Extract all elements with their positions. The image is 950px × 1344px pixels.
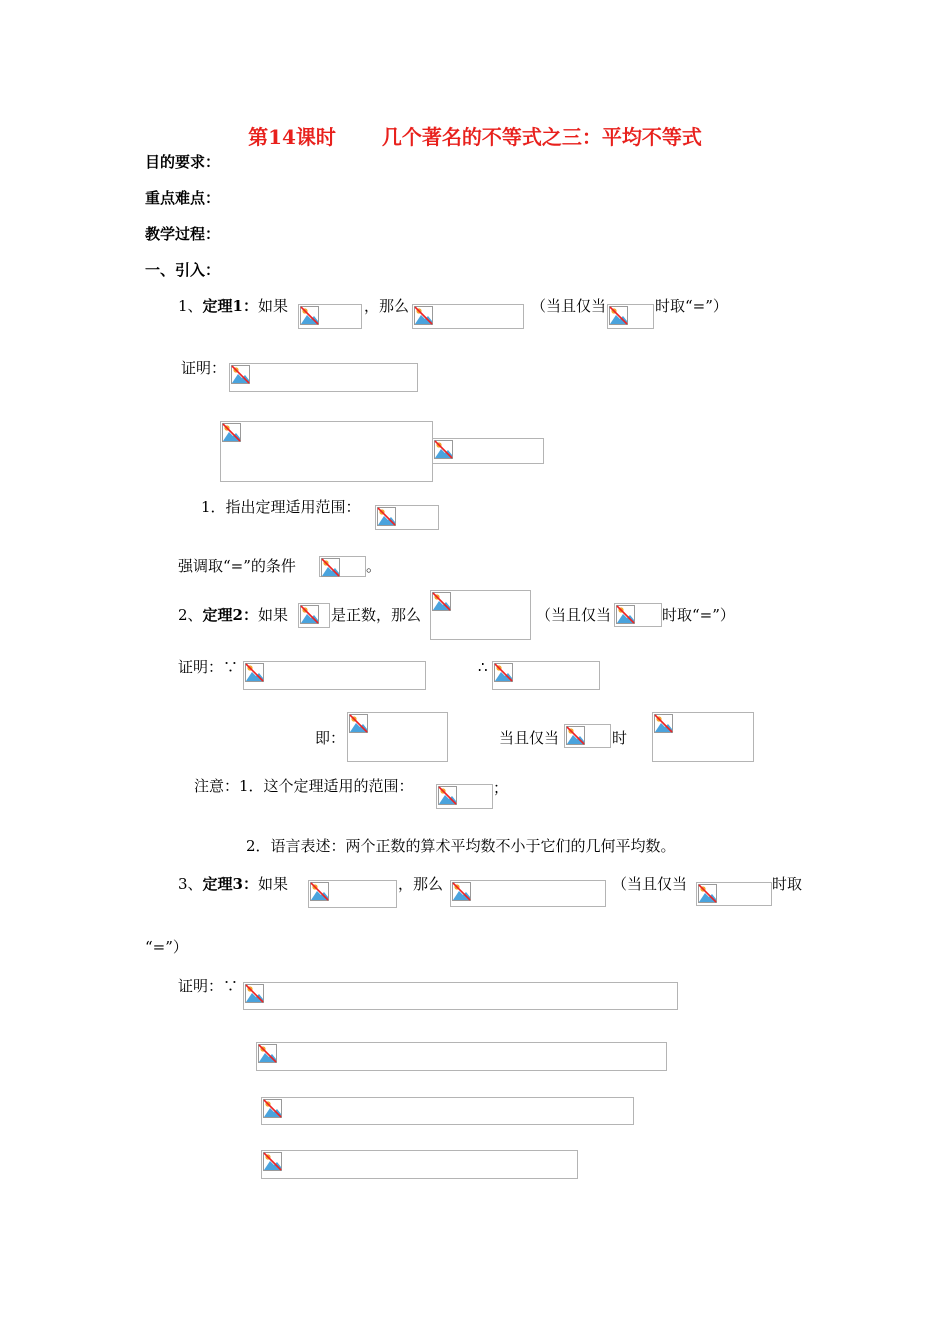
theorem3-proof-label: 证明：∵ xyxy=(178,977,239,995)
page-title xyxy=(0,124,950,150)
theorem2-positive: 是正数，那么 xyxy=(331,606,422,624)
theorem2-proof-label: 证明：∵ xyxy=(178,658,239,676)
theorem2-therefore: ∴ xyxy=(478,658,488,676)
formula-image xyxy=(430,590,531,640)
theorem2-when: 当且仅当 xyxy=(499,729,560,747)
theorem2-eq: 时取“=”） xyxy=(662,606,735,624)
formula-image xyxy=(298,304,362,329)
formula-image xyxy=(412,304,524,329)
formula-image xyxy=(432,438,544,464)
theorem1-period: 。 xyxy=(366,557,382,575)
broken-image-icon xyxy=(432,592,451,611)
theorem2-num: 2、 xyxy=(178,606,203,624)
formula-image xyxy=(243,661,426,690)
theorem1-eq: 时取“=”） xyxy=(655,297,728,315)
formula-image xyxy=(375,505,439,530)
broken-image-icon xyxy=(566,726,585,745)
formula-image xyxy=(696,882,772,906)
formula-image xyxy=(256,1042,667,1071)
broken-image-icon xyxy=(494,663,513,682)
theorem1-then: ，那么 xyxy=(364,297,410,315)
theorem3-num: 3、 xyxy=(178,875,203,893)
formula-image xyxy=(492,661,600,690)
broken-image-icon xyxy=(609,306,628,325)
theorem3-label: 定理3： xyxy=(202,875,258,893)
broken-image-icon xyxy=(434,440,453,459)
formula-image xyxy=(347,712,448,762)
formula-image xyxy=(450,880,606,907)
lesson-topic: 几个著名的不等式之三：平均不等式 xyxy=(381,125,702,149)
broken-image-icon xyxy=(245,663,264,682)
theorem1-proof-label: 证明： xyxy=(181,359,227,377)
broken-image-icon xyxy=(300,605,319,624)
formula-image xyxy=(308,880,397,908)
theorem2-verbal: 2．语言表述：两个正数的算术平均数不小于它们的几何平均数。 xyxy=(246,837,676,855)
theorem3-if: 如果 xyxy=(257,875,288,893)
broken-image-icon xyxy=(698,884,717,903)
theorem2-cond: （当且仅当 xyxy=(536,606,612,624)
formula-image xyxy=(607,304,654,329)
broken-image-icon xyxy=(654,714,673,733)
theorem2-line xyxy=(178,605,288,625)
broken-image-icon xyxy=(414,306,433,325)
heading-key-points: 重点难点： xyxy=(145,189,221,207)
heading-process: 教学过程： xyxy=(145,225,221,243)
theorem2-time: 时 xyxy=(612,729,628,747)
broken-image-icon xyxy=(222,423,241,442)
formula-image xyxy=(261,1150,578,1179)
broken-image-icon xyxy=(452,882,471,901)
formula-image xyxy=(614,603,662,627)
formula-image xyxy=(298,603,330,628)
broken-image-icon xyxy=(349,714,368,733)
lesson-number: 第14课时 xyxy=(248,125,336,149)
theorem2-label: 定理2： xyxy=(202,606,258,624)
theorem1-if: 如果 xyxy=(257,297,288,315)
theorem1-scope: 1．指出定理适用范围： xyxy=(201,498,361,516)
theorem2-if: 如果 xyxy=(257,606,288,624)
heading-goal: 目的要求： xyxy=(145,153,221,171)
theorem3-eq-end: “=”） xyxy=(145,938,188,956)
theorem2-note: 注意：1．这个定理适用的范围： xyxy=(194,777,414,795)
broken-image-icon xyxy=(310,882,329,901)
formula-image xyxy=(229,363,418,392)
theorem3-take: 时取 xyxy=(772,875,803,893)
broken-image-icon xyxy=(263,1099,282,1118)
theorem1-cond: （当且仅当 xyxy=(531,297,607,315)
broken-image-icon xyxy=(616,605,635,624)
broken-image-icon xyxy=(438,786,457,805)
broken-image-icon xyxy=(300,306,319,325)
formula-image xyxy=(220,421,433,482)
formula-image xyxy=(652,712,754,762)
formula-image xyxy=(319,556,366,577)
broken-image-icon xyxy=(231,365,250,384)
heading-intro: 一、引入： xyxy=(145,261,221,279)
formula-image xyxy=(261,1097,634,1125)
theorem1-label: 定理1： xyxy=(202,297,258,315)
broken-image-icon xyxy=(258,1044,277,1063)
theorem3-cond: （当且仅当 xyxy=(612,875,688,893)
theorem2-ie: 即： xyxy=(315,729,346,747)
theorem2-semicolon: ； xyxy=(493,779,509,797)
theorem3-line xyxy=(178,874,288,894)
broken-image-icon xyxy=(263,1152,282,1171)
broken-image-icon xyxy=(321,558,340,577)
broken-image-icon xyxy=(377,507,396,526)
theorem3-then: ，那么 xyxy=(398,875,444,893)
formula-image xyxy=(436,784,493,809)
theorem1-line xyxy=(178,296,288,316)
formula-image xyxy=(564,724,611,748)
theorem1-num: 1、 xyxy=(178,297,203,315)
broken-image-icon xyxy=(245,984,264,1003)
theorem1-emphasis: 强调取“=”的条件 xyxy=(178,557,296,575)
formula-image xyxy=(243,982,678,1010)
